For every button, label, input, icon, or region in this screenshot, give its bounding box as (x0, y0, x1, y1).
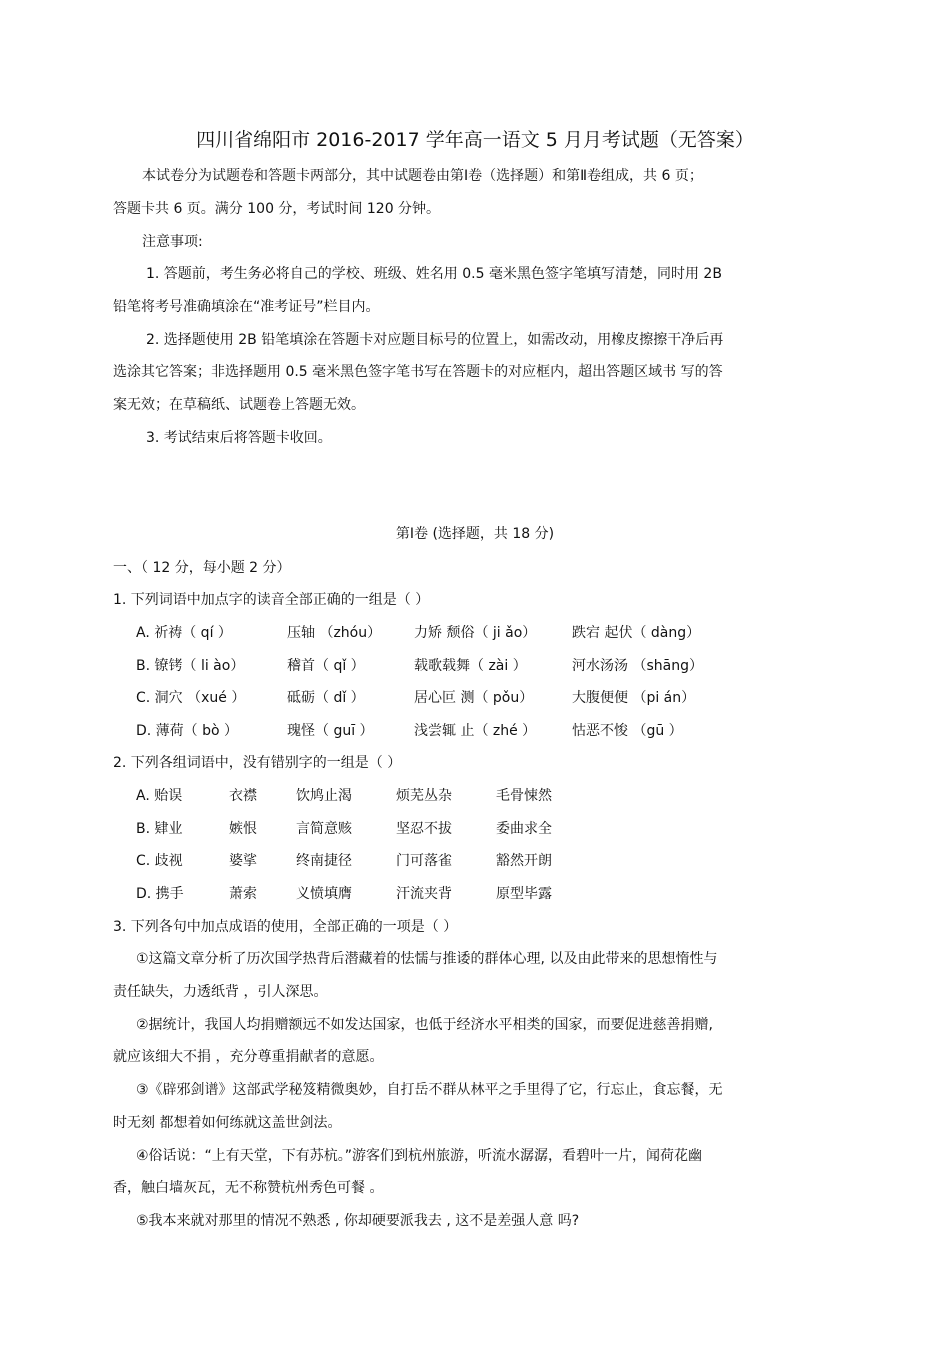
q3-line-1: ①这篇文章分析了历次国学热背后潜藏着的怯懦与推诿的群体心理, 以及由此带来的思想惰性与 (136, 951, 718, 967)
q2-option-a-5: 毛骨悚然 (496, 788, 552, 804)
q2-option-d-1: D. 携手 (136, 886, 184, 902)
q2-option-c-1: C. 歧视 (136, 853, 183, 869)
q1-option-d-1: D. 薄荷（ bò ） (136, 723, 239, 739)
q2-option-c-3: 终南捷径 (296, 853, 352, 869)
notice-line-2: 铅笔将考号准确填涂在“准考证号”栏目内。 (113, 299, 380, 315)
q1-stem: 1. 下列词语中加点字的读音全部正确的一组是（ ） (113, 592, 430, 608)
q2-option-b-5: 委曲求全 (496, 821, 552, 837)
q1-option-c-3: 居心叵 测（ pǒu） (414, 690, 534, 706)
notice-line-3: 2. 选择题使用 2B 铅笔填涂在答题卡对应题目标号的位置上，如需改动，用橡皮擦擦干净后再 (146, 332, 724, 348)
q1-option-d-3: 浅尝辄 止（ zhé ） (414, 723, 537, 739)
exam-title: 四川省绵阳市 2016-2017 学年高一语文 5 月月考试题（无答案） (196, 129, 754, 151)
q1-option-b-2: 稽首（ qǐ ） (287, 658, 365, 674)
q2-option-a-3: 饮鸠止渴 (296, 788, 352, 804)
q3-line-8: 香，触白墙灰瓦，无不称赞杭州秀色可餐 。 (113, 1180, 384, 1196)
q1-option-c-4: 大腹便便 （pi án） (572, 690, 696, 706)
q1-option-a-4: 跌宕 起伏（ dàng） (572, 625, 701, 641)
q2-stem: 2. 下列各组词语中，没有错别字的一组是（ ） (113, 755, 402, 771)
q3-stem: 3. 下列各句中加点成语的使用，全部正确的一项是（ ） (113, 919, 458, 935)
q1-option-b-4: 河水汤汤 （shāng） (572, 658, 703, 674)
q2-option-c-4: 门可落雀 (396, 853, 452, 869)
q2-option-d-4: 汗流夹背 (396, 886, 452, 902)
q2-option-b-4: 坚忍不拔 (396, 821, 452, 837)
q1-option-d-2: 瑰怪（ guī ） (287, 723, 374, 739)
q3-line-3: ②据统计，我国人均捐赠额远不如发达国家，也低于经济水平相类的国家，而要促进慈善捐赠, (136, 1017, 713, 1033)
q2-option-a-1: A. 贻误 (136, 788, 183, 804)
part-heading: 一、（ 12 分，每小题 2 分） (113, 560, 291, 576)
q2-option-b-3: 言简意赅 (296, 821, 352, 837)
notice-heading: 注意事项: (142, 234, 203, 250)
q1-option-a-2: 压轴 （zhóu） (287, 625, 382, 641)
notice-line-4: 选涂其它答案；非选择题用 0.5 毫米黑色签字笔书写在答题卡的对应框内，超出答题区域书 写的答 (113, 364, 723, 380)
intro-line-1: 本试卷分为试题卷和答题卡两部分，其中试题卷由第Ⅰ卷（选择题）和第Ⅱ卷组成，共 6 页； (142, 168, 703, 184)
q3-line-7: ④俗话说：“上有天堂，下有苏杭。”游客们到杭州旅游，听流水潺潺，看碧叶一片，闻荷花幽 (136, 1148, 703, 1164)
q1-option-b-3: 载歌载舞（ zài ） (414, 658, 527, 674)
q2-option-b-1: B. 肄业 (136, 821, 183, 837)
notice-line-1: 1. 答题前，考生务必将自己的学校、班级、姓名用 0.5 毫米黑色签字笔填写清楚，同时用 2B (146, 266, 722, 282)
notice-line-6: 3. 考试结束后将答题卡收回。 (146, 430, 332, 446)
q1-option-b-1: B. 镣铐（ li ào） (136, 658, 245, 674)
intro-line-2: 答题卡共 6 页。满分 100 分，考试时间 120 分钟。 (113, 201, 441, 217)
q1-option-a-1: A. 祈祷（ qí ） (136, 625, 232, 641)
q1-option-d-4: 怙恶不悛 （gū ） (572, 723, 683, 739)
q2-option-b-2: 嫉恨 (229, 821, 257, 837)
q2-option-d-2: 萧索 (229, 886, 257, 902)
q1-option-a-3: 力矫 颓俗（ ji ǎo） (414, 625, 537, 641)
q3-line-9: ⑤我本来就对那里的情况不熟悉 , 你却硬要派我去 , 这不是差强人意 吗? (136, 1213, 580, 1229)
q3-line-5: ③《辟邪剑谱》这部武学秘笈精微奥妙，自打岳不群从林平之手里得了它，行忘止，食忘餐，无 (136, 1082, 723, 1098)
q3-line-4: 就应该细大不捐 ，充分尊重捐献者的意愿。 (113, 1049, 384, 1065)
q3-line-2: 责任缺失，力透纸背 ，引人深思。 (113, 984, 328, 1000)
q1-option-c-2: 砥砺（ dǐ ） (287, 690, 365, 706)
q3-line-6: 时无刻 都想着如何练就这盖世剑法。 (113, 1115, 342, 1131)
section-title: 第Ⅰ卷 (选择题，共 18 分) (395, 526, 555, 542)
q2-option-d-5: 原型毕露 (496, 886, 552, 902)
q2-option-c-5: 豁然开朗 (496, 853, 552, 869)
q2-option-a-2: 衣襟 (229, 788, 257, 804)
q2-option-c-2: 婆挲 (229, 853, 257, 869)
notice-line-5: 案无效；在草稿纸、试题卷上答题无效。 (113, 397, 365, 413)
q2-option-a-4: 烦芜丛杂 (396, 788, 452, 804)
q1-option-c-1: C. 洞穴 （xué ） (136, 690, 246, 706)
q2-option-d-3: 义愤填膺 (296, 886, 352, 902)
